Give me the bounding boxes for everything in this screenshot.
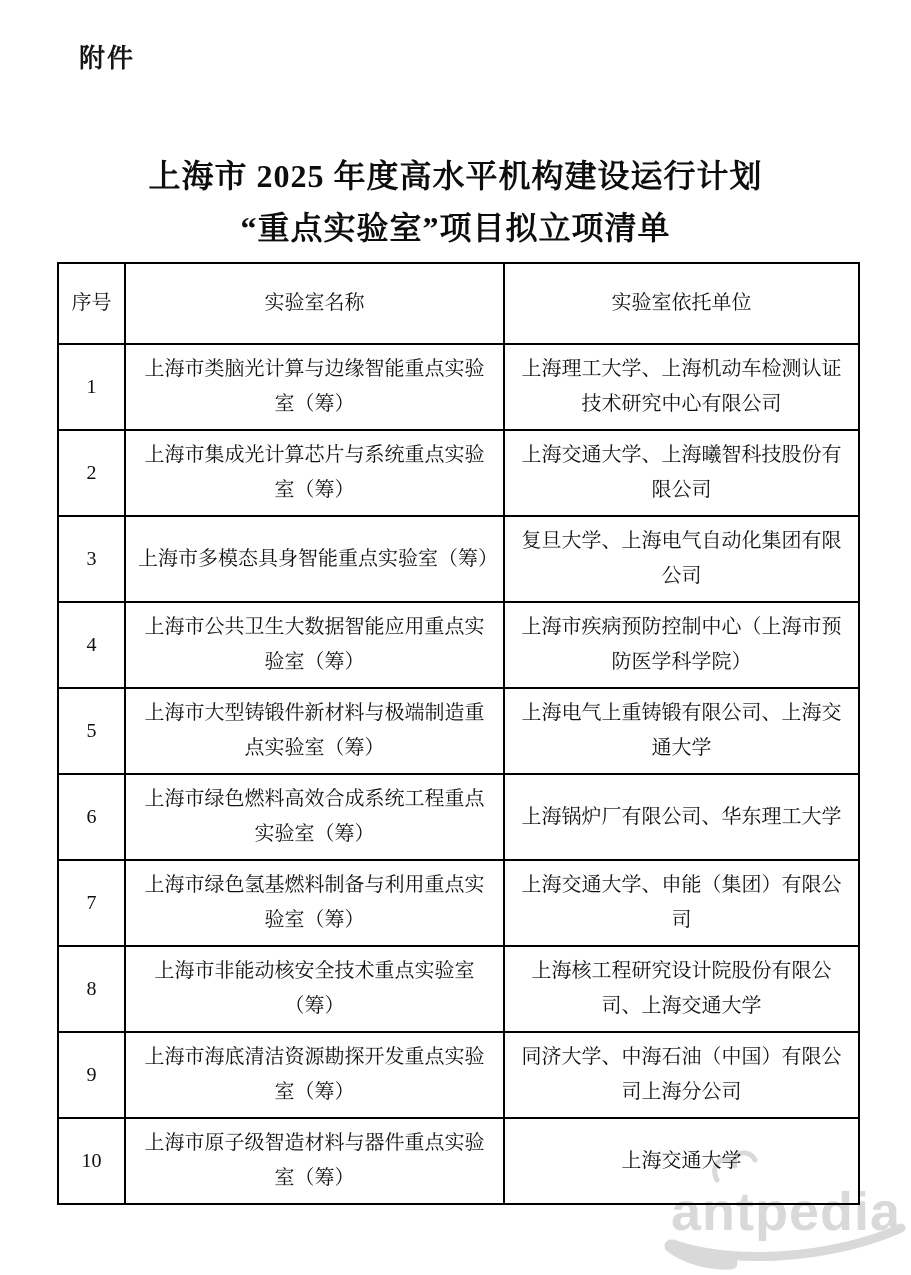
- supporting-org-cell: 上海电气上重铸锻有限公司、上海交通大学: [504, 688, 859, 774]
- supporting-org-cell: 复旦大学、上海电气自动化集团有限公司: [504, 516, 859, 602]
- swoosh-icon: [671, 1246, 731, 1263]
- table-row: [58, 946, 859, 1032]
- table-row: [58, 688, 859, 774]
- row-number-cell: 5: [58, 688, 125, 774]
- page-title-line1: 上海市 2025 年度高水平机构建设运行计划: [148, 158, 763, 194]
- col-header-supporting-org: 实验室依托单位: [504, 263, 859, 344]
- table-row: [58, 1032, 859, 1118]
- lab-name-cell: 上海市多模态具身智能重点实验室（筹）: [125, 516, 504, 602]
- col-header-lab-name: 实验室名称: [125, 263, 504, 344]
- supporting-org-cell: 上海交通大学、申能（集团）有限公司: [504, 860, 859, 946]
- watermark-text: antpedia: [671, 1182, 902, 1242]
- page-title-line2: “重点实验室”项目拟立项清单: [240, 210, 671, 246]
- row-number-cell: 8: [58, 946, 125, 1032]
- supporting-org-cell: 上海锅炉厂有限公司、华东理工大学: [504, 774, 859, 860]
- supporting-org-cell: 上海核工程研究设计院股份有限公司、上海交通大学: [504, 946, 859, 1032]
- table-row: [58, 430, 859, 516]
- table-row: [58, 516, 859, 602]
- table-body: [58, 344, 859, 1204]
- lab-name-cell: 上海市绿色氢基燃料制备与利用重点实验室（筹）: [125, 860, 504, 946]
- lab-name-cell: 上海市类脑光计算与边缘智能重点实验室（筹）: [125, 344, 504, 430]
- row-number-cell: 4: [58, 602, 125, 688]
- row-number-cell: 2: [58, 430, 125, 516]
- lab-name-cell: 上海市大型铸锻件新材料与极端制造重点实验室（筹）: [125, 688, 504, 774]
- lab-name-cell: 上海市海底清洁资源勘探开发重点实验室（筹）: [125, 1032, 504, 1118]
- table-row: [58, 774, 859, 860]
- supporting-org-cell: 上海市疾病预防控制中心（上海市预防医学科学院）: [504, 602, 859, 688]
- document-title: [0, 150, 911, 254]
- col-header-number: 序号: [58, 263, 125, 344]
- row-number-cell: 10: [58, 1118, 125, 1204]
- supporting-org-cell: 上海理工大学、上海机动车检测认证技术研究中心有限公司: [504, 344, 859, 430]
- table-row: [58, 860, 859, 946]
- table-header: [58, 263, 859, 344]
- lab-name-cell: 上海市公共卫生大数据智能应用重点实验室（筹）: [125, 602, 504, 688]
- swoosh-icon: [673, 1228, 901, 1257]
- row-number-cell: 9: [58, 1032, 125, 1118]
- lab-name-cell: 上海市集成光计算芯片与系统重点实验室（筹）: [125, 430, 504, 516]
- table-row: [58, 1118, 859, 1204]
- row-number-cell: 7: [58, 860, 125, 946]
- row-number-cell: 6: [58, 774, 125, 860]
- header-row: [58, 263, 859, 344]
- lab-name-cell: 上海市非能动核安全技术重点实验室（筹）: [125, 946, 504, 1032]
- attachment-label: 附件: [79, 43, 136, 73]
- row-number-cell: 3: [58, 516, 125, 602]
- table-row: [58, 602, 859, 688]
- row-number-cell: 1: [58, 344, 125, 430]
- supporting-org-cell: 上海交通大学、上海曦智科技股份有限公司: [504, 430, 859, 516]
- supporting-org-cell: 同济大学、中海石油（中国）有限公司上海分公司: [504, 1032, 859, 1118]
- labs-table: [57, 262, 860, 1205]
- lab-name-cell: 上海市绿色燃料高效合成系统工程重点实验室（筹）: [125, 774, 504, 860]
- table-row: [58, 344, 859, 430]
- lab-name-cell: 上海市原子级智造材料与器件重点实验室（筹）: [125, 1118, 504, 1204]
- supporting-org-cell: 上海交通大学: [504, 1118, 859, 1204]
